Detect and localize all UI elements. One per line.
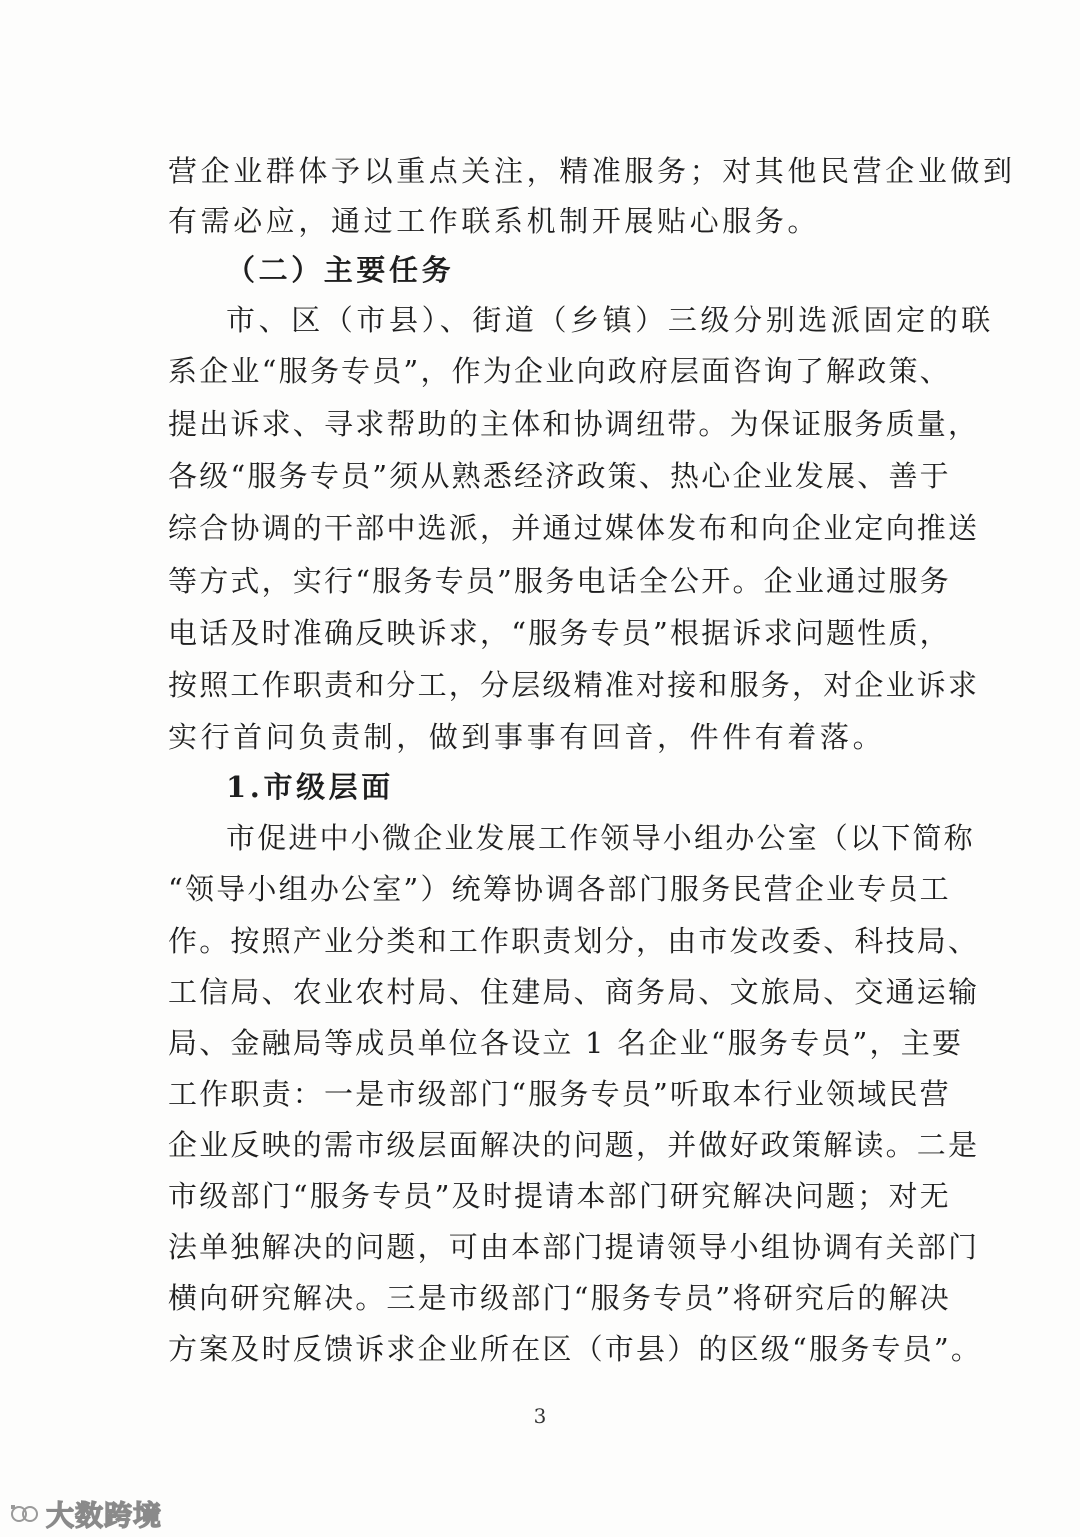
text-line: 综合协调的干部中选派，并通过媒体发布和向企业定向推送 (168, 511, 980, 545)
text-line: 方案及时反馈诉求企业所在区（市县）的区级“服务专员”。 (168, 1332, 983, 1366)
section-heading: （二）主要任务 (226, 253, 455, 287)
text-line: 有需必应，通过工作联系机制开展贴心服务。 (168, 204, 821, 238)
text-line: 法单独解决的问题，可由本部门提请领导小组协调有关部门 (168, 1230, 980, 1264)
text-line: “领导小组办公室”）统筹协调各部门服务民营企业专员工 (168, 872, 951, 906)
text-line: 营企业群体予以重点关注，精准服务；对其他民营企业做到 (168, 154, 1016, 188)
text-line: 工作职责：一是市级部门“服务专员”听取本行业领域民营 (168, 1077, 951, 1111)
text-line: 局、金融局等成员单位各设立 1 名企业“服务专员”，主要 (168, 1026, 964, 1060)
text-line: 市级部门“服务专员”及时提请本部门研究解决问题；对无 (168, 1179, 951, 1213)
brand-logo-icon (10, 1501, 40, 1527)
text-line: 提出诉求、寻求帮助的主体和协调纽带。为保证服务质量， (168, 407, 980, 441)
page-number: 3 (533, 1404, 547, 1428)
text-line: 各级“服务专员”须从熟悉经济政策、热心企业发展、善于 (168, 459, 951, 493)
text-line: 按照工作职责和分工，分层级精准对接和服务，对企业诉求 (168, 668, 980, 702)
subsection-heading: 1.市级层面 (226, 770, 394, 804)
text-line: 实行首问负责制，做到事事有回音，件件有着落。 (168, 720, 886, 754)
text-line: 横向研究解决。三是市级部门“服务专员”将研究后的解决 (168, 1281, 951, 1315)
watermark (10, 1496, 162, 1532)
text-line: 系企业“服务专员”，作为企业向政府层面咨询了解政策、 (168, 354, 951, 388)
text-line: 企业反映的需市级层面解决的问题，并做好政策解读。二是 (168, 1128, 980, 1162)
text-line: 作。按照产业分类和工作职责划分，由市发改委、科技局、 (168, 924, 980, 958)
watermark-text: 大数跨境 (46, 1499, 163, 1532)
text-line: 市、区（市县）、街道（乡镇）三级分别选派固定的联 (226, 303, 994, 337)
text-line: 电话及时准确反映诉求，“服务专员”根据诉求问题性质， (168, 616, 951, 650)
text-line: 工信局、农业农村局、住建局、商务局、文旅局、交通运输 (168, 975, 980, 1009)
text-line: 市促进中小微企业发展工作领导小组办公室（以下简称 (226, 821, 975, 855)
text-line: 等方式，实行“服务专员”服务电话全公开。企业通过服务 (168, 564, 951, 598)
